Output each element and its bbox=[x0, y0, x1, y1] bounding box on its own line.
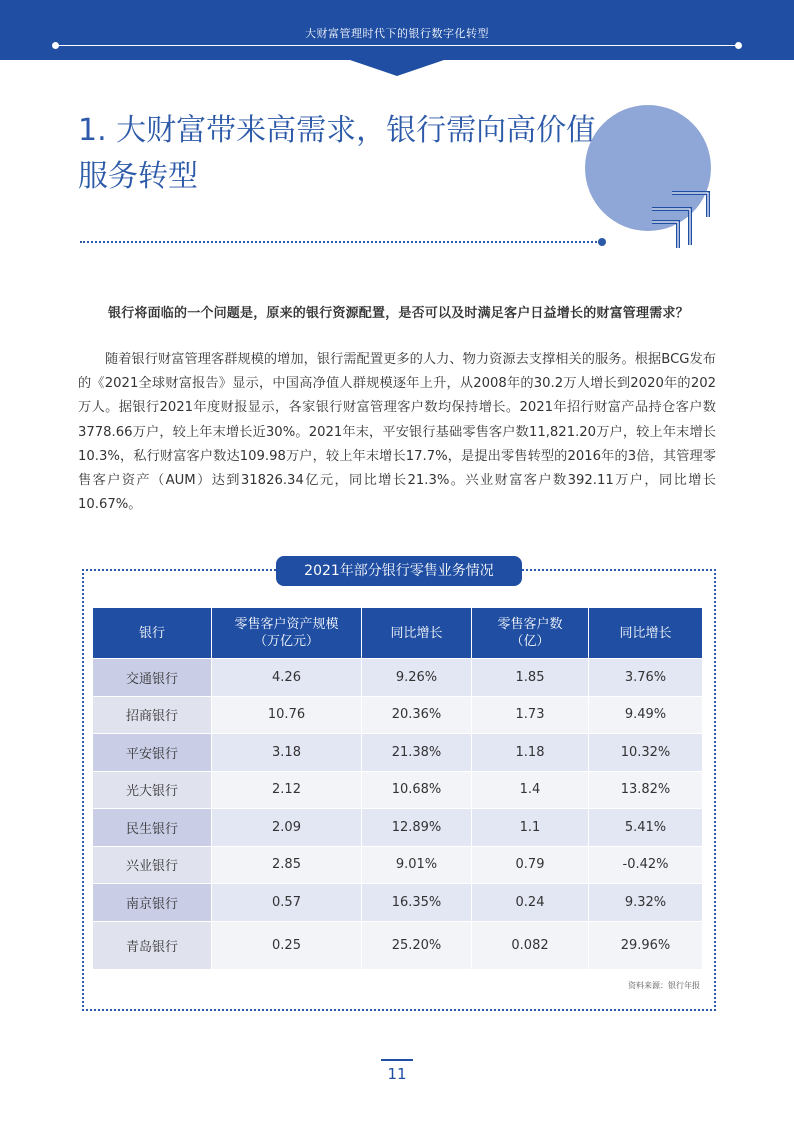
cell-aum: 10.76 bbox=[212, 696, 362, 734]
section-title-line2: 服务转型 bbox=[78, 159, 198, 194]
lead-question: 银行将面临的一个问题是，原来的银行资源配置，是否可以及时满足客户日益增长的财富管理需求？ bbox=[108, 306, 689, 321]
cell-customers-growth: 5.41% bbox=[589, 808, 702, 846]
table-row bbox=[93, 846, 702, 884]
cell-customers: 1.85 bbox=[472, 658, 589, 696]
cell-customers-growth: 9.49% bbox=[589, 696, 702, 734]
page-number-bar bbox=[381, 1059, 413, 1061]
cell-aum: 0.25 bbox=[212, 921, 362, 969]
header-customers: 零售客户数 （亿） bbox=[472, 608, 589, 658]
header-customers-growth: 同比增长 bbox=[589, 608, 702, 658]
cell-customers: 0.24 bbox=[472, 883, 589, 921]
cell-customers-growth: 3.76% bbox=[589, 658, 702, 696]
cell-aum: 4.26 bbox=[212, 658, 362, 696]
header-notch bbox=[350, 60, 444, 76]
table-row bbox=[93, 658, 702, 696]
table-header-row bbox=[93, 608, 702, 658]
cell-bank: 民生银行 bbox=[93, 808, 212, 846]
cell-customers-growth: 9.32% bbox=[589, 883, 702, 921]
cell-aum-growth: 20.36% bbox=[362, 696, 472, 734]
header-title: 大财富管理时代下的银行数字化转型 bbox=[305, 27, 489, 40]
cell-bank: 招商银行 bbox=[93, 696, 212, 734]
table-source-note: 资料来源：银行年报 bbox=[628, 981, 700, 990]
page-number: 11 bbox=[387, 1065, 407, 1083]
table-row bbox=[93, 921, 702, 969]
cell-customers: 1.1 bbox=[472, 808, 589, 846]
cell-customers: 0.79 bbox=[472, 846, 589, 884]
cell-bank: 平安银行 bbox=[93, 733, 212, 771]
cell-customers-growth: 29.96% bbox=[589, 921, 702, 969]
cell-bank: 南京银行 bbox=[93, 883, 212, 921]
cell-aum: 2.12 bbox=[212, 771, 362, 809]
cell-customers-growth: 13.82% bbox=[589, 771, 702, 809]
cell-customers: 0.082 bbox=[472, 921, 589, 969]
cell-aum-growth: 9.26% bbox=[362, 658, 472, 696]
cell-bank: 光大银行 bbox=[93, 771, 212, 809]
cell-aum-growth: 16.35% bbox=[362, 883, 472, 921]
cell-aum-growth: 25.20% bbox=[362, 921, 472, 969]
retail-banking-table bbox=[93, 608, 702, 969]
cell-aum-growth: 10.68% bbox=[362, 771, 472, 809]
header-rule bbox=[55, 45, 739, 46]
cell-aum: 2.09 bbox=[212, 808, 362, 846]
header-dot-left bbox=[52, 42, 59, 49]
table-title: 2021年部分银行零售业务情况 bbox=[276, 556, 522, 586]
cell-bank: 兴业银行 bbox=[93, 846, 212, 884]
table-row bbox=[93, 733, 702, 771]
section-title bbox=[78, 108, 598, 200]
arrow-chevrons-icon bbox=[650, 185, 716, 251]
header-dot-right bbox=[735, 42, 742, 49]
table-row bbox=[93, 696, 702, 734]
header-aum: 零售客户资产规模 （万亿元） bbox=[212, 608, 362, 658]
section-title-line1: 1. 大财富带来高需求，银行需向高价值 bbox=[78, 113, 597, 148]
cell-customers-growth: 10.32% bbox=[589, 733, 702, 771]
page-header bbox=[0, 0, 794, 60]
section-divider bbox=[80, 241, 600, 243]
table-row bbox=[93, 808, 702, 846]
cell-aum: 3.18 bbox=[212, 733, 362, 771]
cell-aum: 2.85 bbox=[212, 846, 362, 884]
header-aum-growth: 同比增长 bbox=[362, 608, 472, 658]
cell-customers: 1.18 bbox=[472, 733, 589, 771]
cell-customers-growth: -0.42% bbox=[589, 846, 702, 884]
cell-aum-growth: 9.01% bbox=[362, 846, 472, 884]
table-row bbox=[93, 771, 702, 809]
header-bank: 银行 bbox=[93, 608, 212, 658]
cell-bank: 交通银行 bbox=[93, 658, 212, 696]
cell-customers: 1.73 bbox=[472, 696, 589, 734]
cell-aum-growth: 12.89% bbox=[362, 808, 472, 846]
section-divider-dot bbox=[598, 238, 606, 246]
body-paragraph: 随着银行财富管理客群规模的增加，银行需配置更多的人力、物力资源去支撑相关的服务。根据BCG发布的《2021全球财富报告》显示，中国高净值人群规模逐年上升，从2008年的30.2万人增长到2020年的202万人。据银行2021年度财报显示，各家银行财富管理客户数均保持增长。2021年招行财富产品持仓客户数3778.66万户，较上年末增长近30%。2021年末，平安银行基础零售客户数11,821.20万户，较上年末增长10.3%，私行财富客户数达109.98万户，较上年末增长17.7%，是提出零售转型的2016年的3倍，其管理零售客户资产（AUM）达到31826.34亿元，同比增长21.3%。兴业财富客户数392.11万户，同比增长10.67%。 bbox=[78, 352, 716, 513]
cell-aum-growth: 21.38% bbox=[362, 733, 472, 771]
cell-bank: 青岛银行 bbox=[93, 921, 212, 969]
cell-customers: 1.4 bbox=[472, 771, 589, 809]
table-row bbox=[93, 883, 702, 921]
cell-aum: 0.57 bbox=[212, 883, 362, 921]
